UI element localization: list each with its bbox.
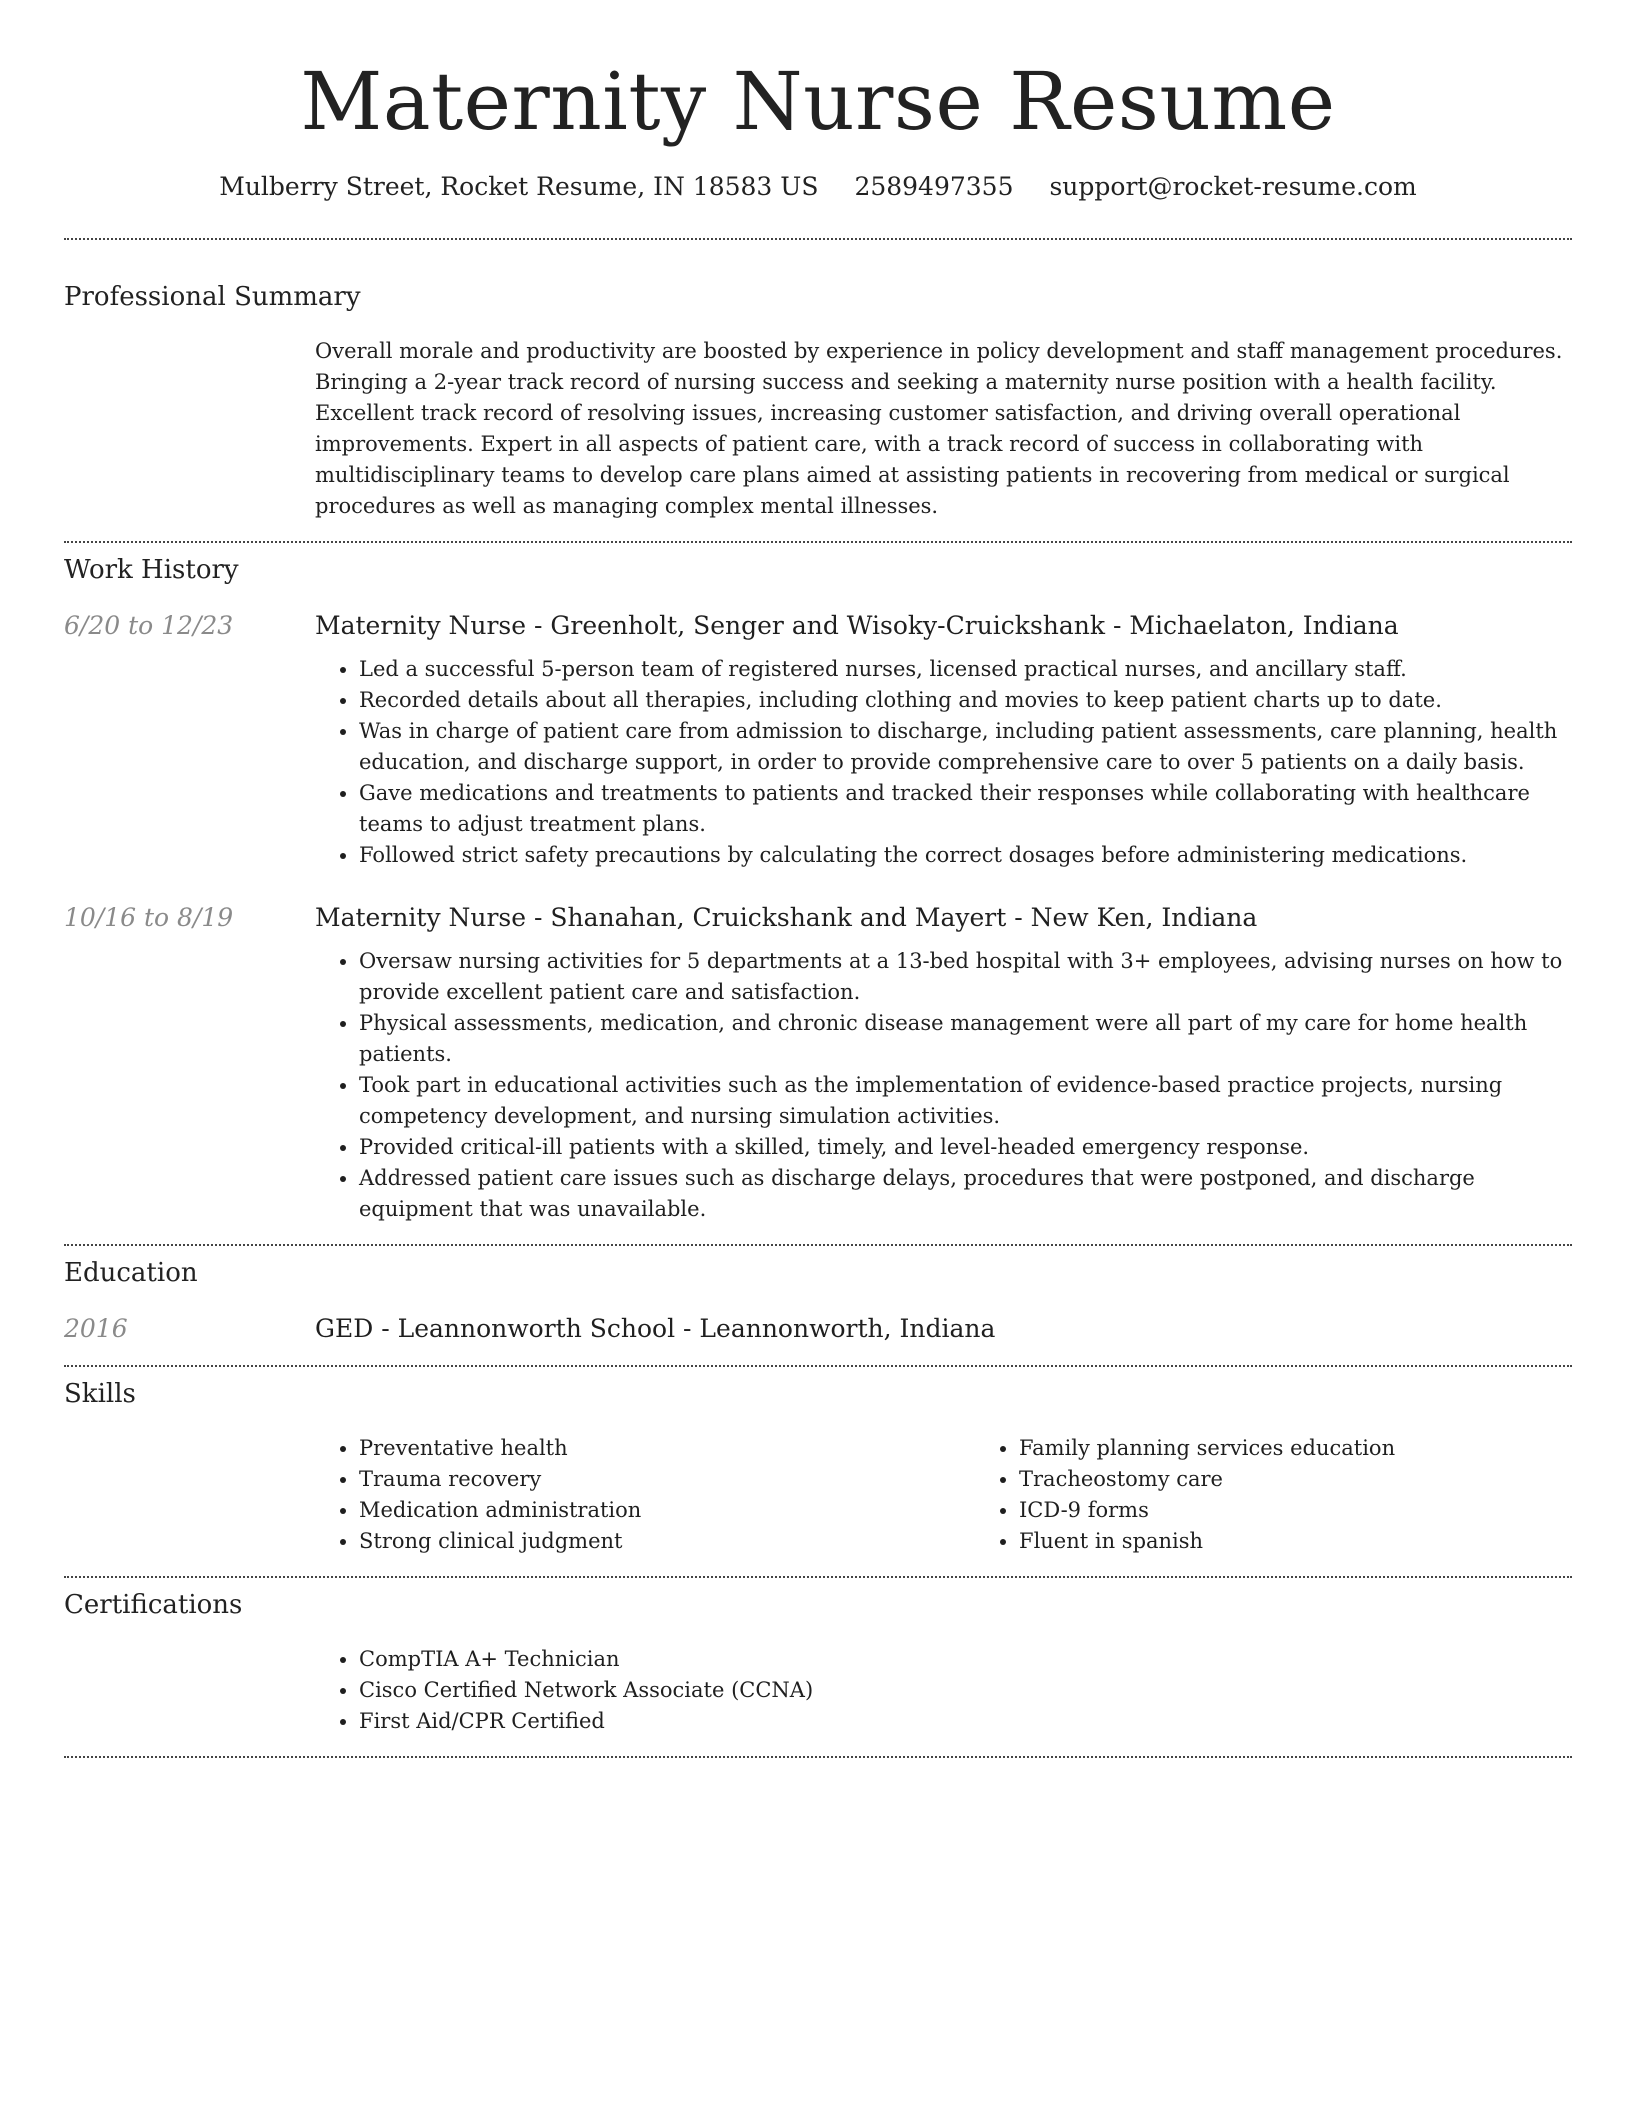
- education-year: 2016: [64, 1314, 128, 1343]
- list-item: • ICD-9 forms: [1019, 1495, 1632, 1526]
- section-divider: [64, 1365, 1572, 1367]
- list-item: • Tracheostomy care: [1019, 1464, 1632, 1495]
- list-item: • Gave medications and treatments to patients and tracked their responses while collaborating with healthcare teams to adjust treatment plans.: [359, 778, 1572, 840]
- skills-list-right: [975, 1433, 1632, 1557]
- summary-heading: Professional Summary: [64, 282, 361, 312]
- skills-heading: Skills: [64, 1379, 136, 1409]
- education-entry: [64, 1312, 1572, 1346]
- skills-list-left: [315, 1433, 975, 1557]
- job-dates: 10/16 to 8/19: [64, 903, 234, 932]
- certifications-heading: Certifications: [64, 1590, 243, 1620]
- list-item: • Physical assessments, medication, and chronic disease management were all part of my care for home health patients.: [359, 1008, 1572, 1070]
- job-entry: [64, 609, 1572, 871]
- section-divider: [64, 238, 1572, 240]
- list-item: • CompTIA A+ Technician: [359, 1644, 1572, 1675]
- section-divider: [64, 541, 1572, 543]
- section-divider: [64, 1244, 1572, 1246]
- resume-title: Maternity Nurse Resume: [300, 55, 1336, 148]
- list-item: • Led a successful 5-person team of registered nurses, licensed practical nurses, and ancillary staff.: [359, 654, 1572, 685]
- contact-email: support@rocket-resume.com: [1049, 172, 1417, 201]
- list-item: • Medication administration: [359, 1495, 975, 1526]
- list-item: • Recorded details about all therapies, including clothing and movies to keep patient charts up to date.: [359, 685, 1572, 716]
- list-item: • Took part in educational activities such as the implementation of evidence-based practice projects, nursing competency development, and nursing simulation activities.: [359, 1070, 1572, 1132]
- job-bullets: [315, 946, 1572, 1225]
- contact-phone: 2589497355: [854, 172, 1014, 201]
- list-item: • Strong clinical judgment: [359, 1526, 975, 1557]
- list-item: • Cisco Certified Network Associate (CCNA): [359, 1675, 1572, 1706]
- education-title: GED - Leannonworth School - Leannonworth, Indiana: [315, 1314, 996, 1343]
- section-divider: [64, 1756, 1572, 1758]
- education-heading: Education: [64, 1258, 198, 1288]
- job-title: Maternity Nurse - Greenholt, Senger and Wisoky-Cruickshank - Michaelaton, Indiana: [315, 611, 1399, 640]
- job-entry: [64, 901, 1572, 1225]
- certifications-list: [315, 1644, 1572, 1737]
- contact-address: Mulberry Street, Rocket Resume, IN 18583 US: [219, 172, 819, 201]
- list-item: • First Aid/CPR Certified: [359, 1706, 1572, 1737]
- list-item: • Oversaw nursing activities for 5 departments at a 13-bed hospital with 3+ employees, advising nurses on how to provide excellent patient care and satisfaction.: [359, 946, 1572, 1008]
- list-item: • Fluent in spanish: [1019, 1526, 1632, 1557]
- list-item: • Followed strict safety precautions by calculating the correct dosages before administering medications.: [359, 840, 1572, 871]
- job-dates: 6/20 to 12/23: [64, 611, 234, 640]
- list-item: • Family planning services education: [1019, 1433, 1632, 1464]
- contact-line: [64, 170, 1572, 204]
- list-item: • Addressed patient care issues such as discharge delays, procedures that were postponed, and discharge equipment that was unavailable.: [359, 1163, 1572, 1225]
- list-item: • Provided critical-ill patients with a skilled, timely, and level-headed emergency response.: [359, 1132, 1572, 1163]
- summary-text: Overall morale and productivity are boosted by experience in policy development and staff management procedures. Bringing a 2-year track record of nursing success and seeking a maternity nurse position with a health facility. Excellent track record of resolving issues, increasing customer satisfaction, and driving overall operational improvements. Expert in all aspects of patient care, with a track record of success in collaborating with multidisciplinary teams to develop care plans aimed at assisting patients in recovering from medical or surgical procedures as well as managing complex mental illnesses.: [315, 339, 1563, 518]
- list-item: • Was in charge of patient care from admission to discharge, including patient assessments, care planning, health education, and discharge support, in order to provide comprehensive care to over 5 patients on a daily basis.: [359, 716, 1572, 778]
- resume-page: [64, 0, 1572, 1758]
- list-item: • Trauma recovery: [359, 1464, 975, 1495]
- skills-grid: [315, 1433, 1632, 1557]
- section-divider: [64, 1576, 1572, 1578]
- work-heading: Work History: [64, 555, 239, 585]
- job-title: Maternity Nurse - Shanahan, Cruickshank and Mayert - New Ken, Indiana: [315, 903, 1258, 932]
- list-item: • Preventative health: [359, 1433, 975, 1464]
- job-bullets: [315, 654, 1572, 871]
